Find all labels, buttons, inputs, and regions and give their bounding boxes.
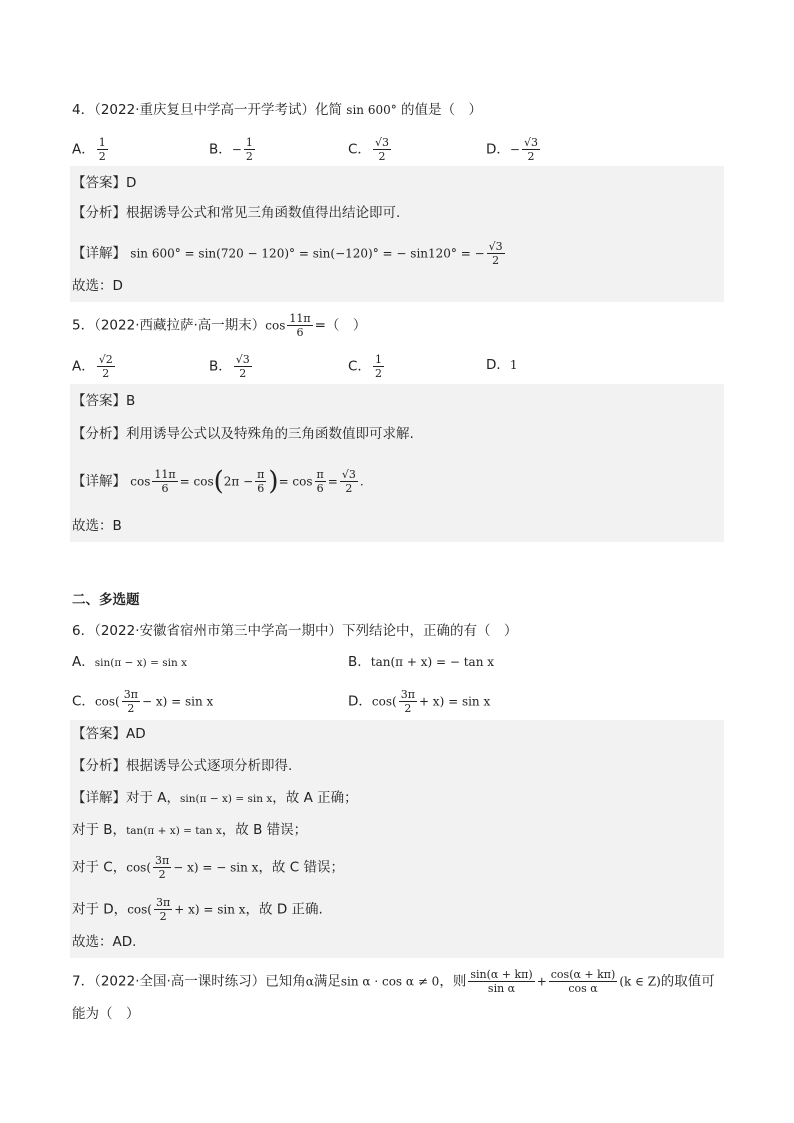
q7-tail: 的取值可 <box>660 973 715 990</box>
fraction <box>122 688 140 715</box>
plus: + <box>536 974 547 989</box>
q7-then: ，则 <box>439 973 467 990</box>
denominator: 2 <box>102 367 110 380</box>
q6-answer: 【答案】AD <box>72 726 146 742</box>
q4-expr: sin 600° <box>346 103 397 117</box>
inner-expr: 2π − <box>223 474 254 489</box>
numerator: π <box>316 468 324 481</box>
option-expr: + x) = sin x <box>418 694 491 709</box>
fraction <box>487 240 505 267</box>
numerator: 1 <box>374 353 382 366</box>
q4-answer: 【答案】D <box>72 175 137 191</box>
q7-line2: 能为（ ） <box>72 1006 140 1022</box>
option-label: A． <box>72 654 95 670</box>
denominator: 2 <box>98 150 106 163</box>
denominator: cos α <box>568 982 598 995</box>
numerator: 11π <box>154 468 176 481</box>
detail-expr: − x) = − sin x <box>173 860 259 875</box>
option-label: D． <box>486 141 510 158</box>
denominator: 6 <box>316 482 324 495</box>
option-expr: − x) = sin x <box>141 694 214 709</box>
fraction <box>154 896 172 923</box>
denominator: 2 <box>127 702 135 715</box>
numerator: √2 <box>98 353 113 366</box>
fraction <box>549 968 618 995</box>
q4-detail-expr: sin 600° = sin(720 − 120)° = sin(−120)° = − sin120° = − <box>130 246 485 261</box>
numerator: √3 <box>523 136 538 149</box>
fraction <box>373 136 391 163</box>
detail-prefix: 对于 C， <box>72 859 127 876</box>
fraction <box>152 468 177 495</box>
denominator: 2 <box>158 868 166 881</box>
q6-detail-d <box>72 896 323 923</box>
q4-stem <box>72 100 482 120</box>
fraction <box>399 688 417 715</box>
q4-analysis: 【分析】根据诱导公式和常见三角函数值得出结论即可. <box>72 205 401 221</box>
q5-analysis: 【分析】利用诱导公式以及特殊角的三角函数值即可求解. <box>72 426 414 442</box>
option-label: C． <box>348 358 371 375</box>
numerator: √3 <box>341 468 356 481</box>
denominator: 2 <box>527 150 535 163</box>
denominator: sin α <box>487 982 516 995</box>
detail-prefix: 对于 D， <box>72 901 128 918</box>
option-expr: tan(π + x) = − tan x <box>370 655 495 669</box>
numerator: sin(α + kπ) <box>470 968 533 981</box>
numerator: 3π <box>155 896 171 909</box>
fraction <box>153 854 171 881</box>
fraction <box>234 353 252 380</box>
cos-text: cos( <box>126 860 152 875</box>
q7-stem <box>72 968 715 995</box>
fraction <box>373 353 384 380</box>
q4-tail: 的值是（ ） <box>401 102 483 118</box>
q5-stem-text: 5．（2022·西藏拉萨·高一期末） <box>72 317 266 334</box>
cos-text: cos( <box>127 902 152 917</box>
fraction <box>97 353 115 380</box>
q4-option-d <box>486 136 542 163</box>
q4-option-a <box>72 136 110 163</box>
denominator: 2 <box>245 150 253 163</box>
cos-text: cos( <box>371 694 397 709</box>
fraction <box>522 136 540 163</box>
numerator: π <box>257 468 265 481</box>
right-paren: ) <box>268 466 279 497</box>
q4-detail <box>72 240 507 267</box>
fraction <box>287 312 312 339</box>
denominator: 6 <box>257 482 265 495</box>
option-expr: sin(π − x) = sin x <box>94 657 187 669</box>
detail-prefix: 【详解】对于 A， <box>72 790 181 806</box>
numerator: 3π <box>123 688 138 701</box>
q4-option-c <box>348 136 393 163</box>
numerator: 11π <box>289 312 311 325</box>
fraction <box>255 468 266 495</box>
denominator: 2 <box>378 150 386 163</box>
denominator: 2 <box>404 702 412 715</box>
section-title: 二、多选题 <box>72 592 140 608</box>
denominator: 2 <box>239 367 247 380</box>
equals-cos: = cos <box>179 474 214 489</box>
option-label: C． <box>72 693 95 710</box>
option-label: A． <box>72 358 95 375</box>
q6-option-b <box>348 652 494 672</box>
fraction <box>468 968 534 995</box>
q5-option-c <box>348 353 386 380</box>
numerator: 3π <box>155 854 170 867</box>
numerator: 1 <box>245 136 253 149</box>
q4-solution-box <box>70 166 724 302</box>
q7-mid: 满足 <box>313 973 341 990</box>
q6-choose: 故选：AD. <box>72 934 137 950</box>
q7-condition: sin α · cos α ≠ 0 <box>340 974 440 989</box>
option-label: D． <box>348 693 372 710</box>
numerator: √3 <box>374 136 389 149</box>
detail-label: 【详解】 <box>72 245 126 262</box>
denominator: 2 <box>374 367 382 380</box>
q5-answer: 【答案】B <box>72 393 136 409</box>
option-label: D． <box>486 357 510 373</box>
cos-text: cos <box>265 318 286 333</box>
numerator: 1 <box>98 136 106 149</box>
fraction <box>315 468 326 495</box>
equals-cos: = cos <box>278 474 313 489</box>
detail-suffix: ，故 D 正确. <box>245 901 323 918</box>
sign: − <box>509 142 520 157</box>
option-label: B． <box>348 654 371 670</box>
q4-choose: 故选：D <box>72 278 123 294</box>
q6-option-c <box>72 688 213 715</box>
option-label: C． <box>348 141 371 158</box>
q5-option-a <box>72 353 117 380</box>
denominator: 2 <box>159 910 167 923</box>
k-condition: (k ∈ Z) <box>619 974 661 989</box>
sign: − <box>231 142 242 157</box>
denominator: 6 <box>161 482 169 495</box>
fraction <box>340 468 358 495</box>
q5-option-b <box>209 353 254 380</box>
q6-detail-c <box>72 854 344 881</box>
period: . <box>359 474 364 489</box>
detail-suffix: ，故 A 正确； <box>272 790 358 806</box>
detail-label: 【详解】 <box>72 473 126 490</box>
detail-expr: sin(π − x) = sin x <box>180 793 273 805</box>
q6-detail-b <box>72 820 307 841</box>
q4-stem-text: 4．（2022·重庆复旦中学高一开学考试）化简 <box>72 102 342 118</box>
detail-expr: tan(π + x) = tan x <box>126 825 222 837</box>
detail-suffix: ，故 B 错误； <box>221 822 308 838</box>
q4-option-b <box>209 136 257 163</box>
q5-tail: =（ ） <box>314 317 367 334</box>
q6-stem: 6．（2022·安徽省宿州市第三中学高一期中）下列结论中，正确的有（ ） <box>72 623 518 639</box>
cos-text: cos <box>130 474 151 489</box>
numerator: √3 <box>488 240 503 253</box>
denominator: 6 <box>296 326 304 339</box>
numerator: √3 <box>235 353 250 366</box>
fraction <box>97 136 108 163</box>
q5-stem <box>72 312 366 339</box>
cos-text: cos( <box>94 694 120 709</box>
q6-option-d <box>348 688 490 715</box>
q6-option-a <box>72 652 187 673</box>
option-value: 1 <box>509 358 518 372</box>
numerator: cos(α + kπ) <box>550 968 616 981</box>
q6-detail-a <box>72 788 358 809</box>
option-label: B． <box>209 141 232 158</box>
alpha: α <box>305 974 314 989</box>
q5-detail <box>72 468 364 495</box>
detail-prefix: 对于 B， <box>72 822 127 838</box>
denominator: 2 <box>345 482 353 495</box>
q5-solution-box <box>70 384 724 542</box>
detail-suffix: ，故 C 错误； <box>258 859 344 876</box>
equals: = <box>327 474 338 489</box>
left-paren: ( <box>213 466 224 497</box>
detail-expr: + x) = sin x <box>174 902 246 917</box>
option-label: A． <box>72 141 95 158</box>
denominator: 2 <box>492 254 500 267</box>
numerator: 3π <box>400 688 415 701</box>
option-label: B． <box>209 358 232 375</box>
fraction <box>244 136 255 163</box>
q5-option-d <box>486 355 518 375</box>
q5-choose: 故选：B <box>72 518 122 534</box>
q7-stem-text: 7．（2022·全国·高一课时练习）已知角 <box>72 973 306 990</box>
q6-analysis: 【分析】根据诱导公式逐项分析即得. <box>72 758 293 774</box>
